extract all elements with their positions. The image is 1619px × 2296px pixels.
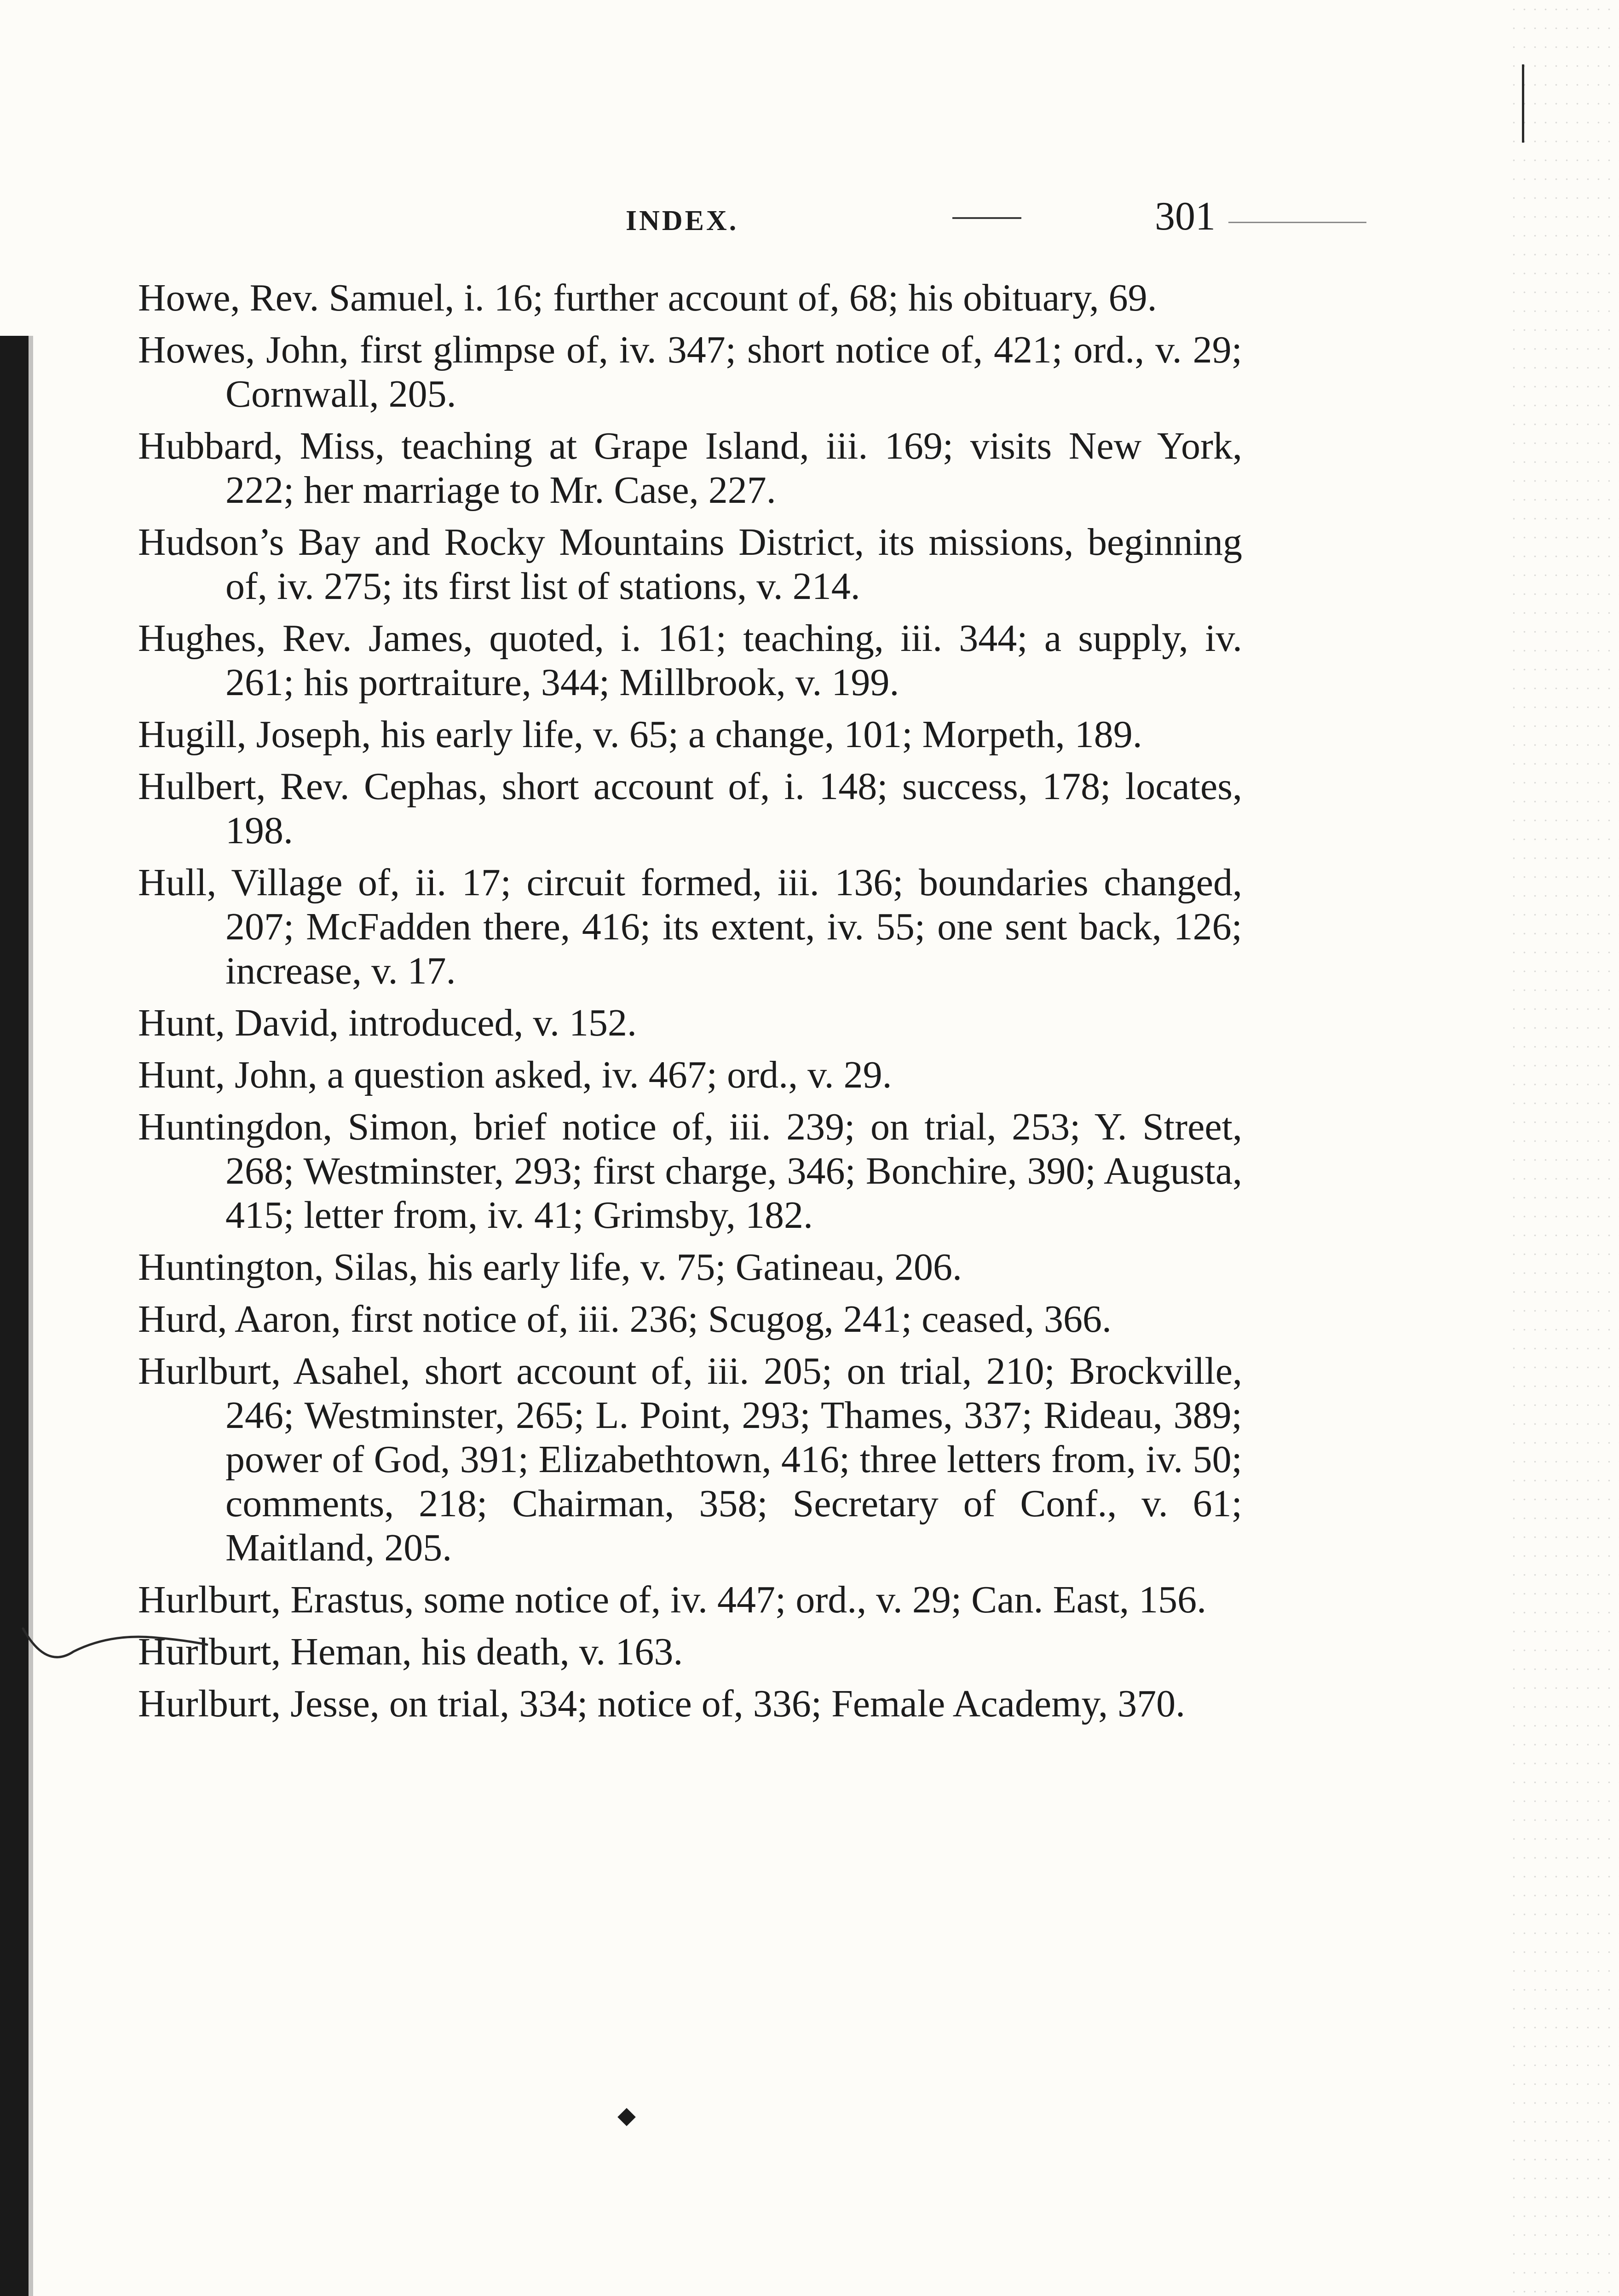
index-entry: Hugill, Joseph, his early life, v. 65; a change, 101; Morpeth, 189. [138,713,1142,756]
index-entry: Hull, Village of, ii. 17; circuit formed, iii. 136; boundaries changed, 207; McFadden there, 416; its extent, iv. 55; one sent back, 126; increase, v. 17. [138,861,1242,992]
index-entry: Hurlburt, Jesse, on trial, 334; notice of, 336; Female Academy, 370. [138,1682,1186,1725]
index-entry: Hurlburt, Asahel, short account of, iii. 205; on trial, 210; Brockville, 246; Westminster, 265; L. Point, 293; Thames, 337; Rideau, 389; power of God, 391; Elizabethtown, 416; three letters from, iv. 50; comments, 218; Chairman, 358; Secretary of Conf., v. 61; Maitland, 205. [138,1350,1242,1569]
page-number-rule [1228,222,1366,223]
index-entry: Hubbard, Miss, teaching at Grape Island, iii. 169; visits New York, 222; her marriage to Mr. Case, 227. [138,425,1242,512]
page-edge-mark [1522,64,1524,143]
index-entries [138,276,1242,1734]
index-entry: Howes, John, first glimpse of, iv. 347; short notice of, 421; ord., v. 29; Cornwall, 205. [138,328,1242,415]
end-ornament [617,2108,636,2126]
index-entry: Hurlburt, Erastus, some notice of, iv. 447; ord., v. 29; Can. East, 156. [138,1578,1207,1621]
binding-shadow-fade [29,336,33,2296]
header-rule [952,217,1021,219]
index-entry: Hurd, Aaron, first notice of, iii. 236; Scugog, 241; ceased, 366. [138,1298,1112,1341]
index-entry: Hulbert, Rev. Cephas, short account of, i. 148; success, 178; locates, 198. [138,765,1242,852]
index-entry: Howe, Rev. Samuel, i. 16; further account of, 68; his obituary, 69. [138,276,1157,319]
index-entry: Huntington, Silas, his early life, v. 75; Gatineau, 206. [138,1246,962,1289]
index-entry: Hudson’s Bay and Rocky Mountains District, its missions, beginning of, iv. 275; its first list of stations, v. 214. [138,521,1242,608]
binding-shadow [0,336,29,2296]
page-edge-specks [1509,0,1619,2296]
page-number: 301 [1155,194,1216,239]
index-entry: Hunt, John, a question asked, iv. 467; ord., v. 29. [138,1053,892,1096]
index-entry: Hunt, David, introduced, v. 152. [138,1001,637,1044]
page-header [138,193,1242,244]
running-head: INDEX. [626,205,739,236]
handwritten-pen-mark [18,1619,212,1675]
index-entry: Huntingdon, Simon, brief notice of, iii. 239; on trial, 253; Y. Street, 268; Westminster, 293; first charge, 346; Bonchire, 390; Augusta, 415; letter from, iv. 41; Grimsby, 182. [138,1105,1242,1237]
index-entry: Hughes, Rev. James, quoted, i. 161; teaching, iii. 344; a supply, iv. 261; his portraiture, 344; Millbrook, v. 199. [138,617,1242,704]
index-entry: Hurlburt, Heman, his death, v. 163. [138,1630,683,1673]
